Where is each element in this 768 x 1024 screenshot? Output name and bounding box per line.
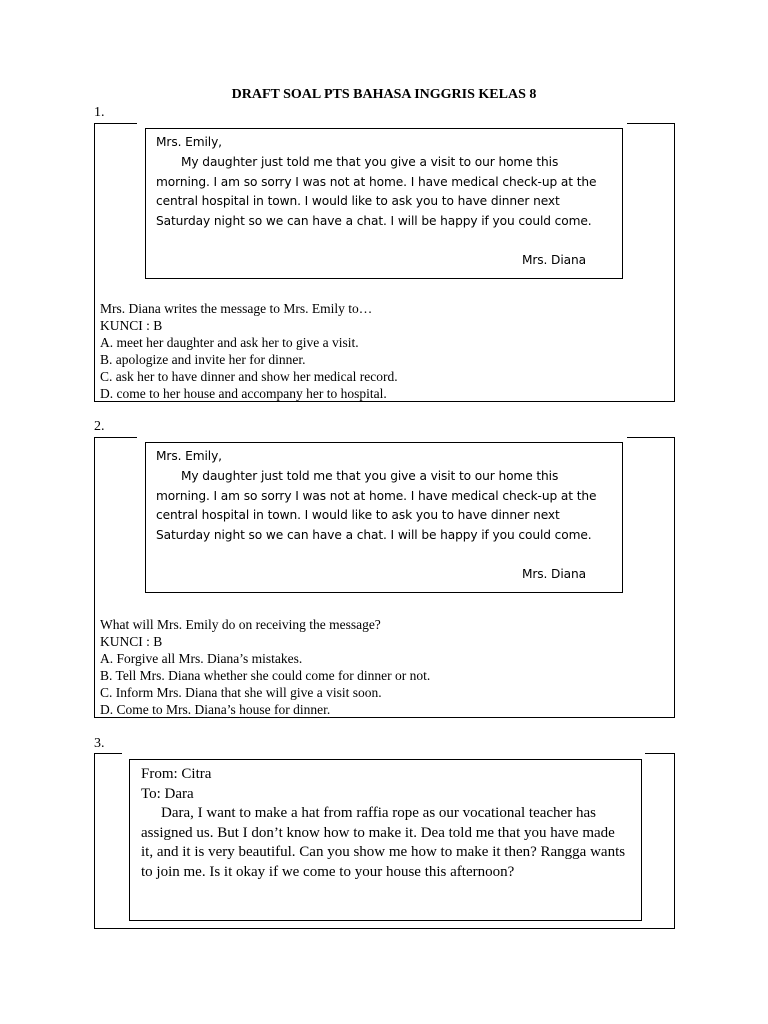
option-d: D. come to her house and accompany her to hospital. bbox=[100, 386, 387, 401]
letter-body: My daughter just told me that you give a visit to our home this morning. I am so sorry I was not at home. I have medical check-up at the central hospital in town. I would like to ask you to have dinner next Saturday night so we can have a chat. I will be happy if you could come. bbox=[156, 468, 597, 543]
option-b: B. apologize and invite her for dinner. bbox=[100, 352, 306, 367]
question-3-letter bbox=[129, 759, 642, 921]
question-2-number: 2. bbox=[94, 419, 105, 434]
question-1-block bbox=[100, 300, 398, 402]
question-3-number: 3. bbox=[94, 736, 105, 751]
document-title: DRAFT SOAL PTS BAHASA INGGRIS KELAS 8 bbox=[231, 87, 537, 102]
letter-greeting: Mrs. Emily, bbox=[156, 135, 222, 149]
option-b: B. Tell Mrs. Diana whether she could come for dinner or not. bbox=[100, 668, 431, 683]
question-2-letter bbox=[145, 442, 623, 593]
letter-to: To: Dara bbox=[141, 785, 194, 802]
option-c: C. Inform Mrs. Diana that she will give a visit soon. bbox=[100, 685, 382, 700]
letter-greeting: Mrs. Emily, bbox=[156, 449, 222, 463]
option-c: C. ask her to have dinner and show her medical record. bbox=[100, 369, 398, 384]
option-a: A. Forgive all Mrs. Diana’s mistakes. bbox=[100, 651, 303, 666]
letter-body: Dara, I want to make a hat from raffia rope as our vocational teacher has assigned us. But I don’t know how to make it. Dea told me that you have made it, and it is very beautiful. Can you show me how to make it then? Rangga wants to join me. Is it okay if we come to your house this afternoon? bbox=[141, 805, 626, 880]
option-a: A. meet her daughter and ask her to give a visit. bbox=[100, 335, 359, 350]
question-2-text: What will Mrs. Emily do on receiving the message? bbox=[100, 617, 381, 632]
letter-body: My daughter just told me that you give a visit to our home this morning. I am so sorry I was not at home. I have medical check-up at the central hospital in town. I would like to ask you to have dinner next Saturday night so we can have a chat. I will be happy if you could come. bbox=[156, 154, 597, 229]
letter-signature: Mrs. Diana bbox=[521, 253, 586, 267]
option-d: D. Come to Mrs. Diana’s house for dinner. bbox=[100, 702, 331, 717]
question-1-key: KUNCI : B bbox=[100, 318, 163, 333]
question-1-letter bbox=[145, 128, 623, 279]
letter-from: From: Citra bbox=[141, 766, 212, 782]
letter-signature: Mrs. Diana bbox=[521, 567, 586, 581]
question-2-key: KUNCI : B bbox=[100, 634, 163, 649]
question-1-number: 1. bbox=[94, 105, 105, 120]
question-1-text: Mrs. Diana writes the message to Mrs. Emily to… bbox=[100, 301, 373, 316]
question-2-block bbox=[100, 616, 430, 718]
